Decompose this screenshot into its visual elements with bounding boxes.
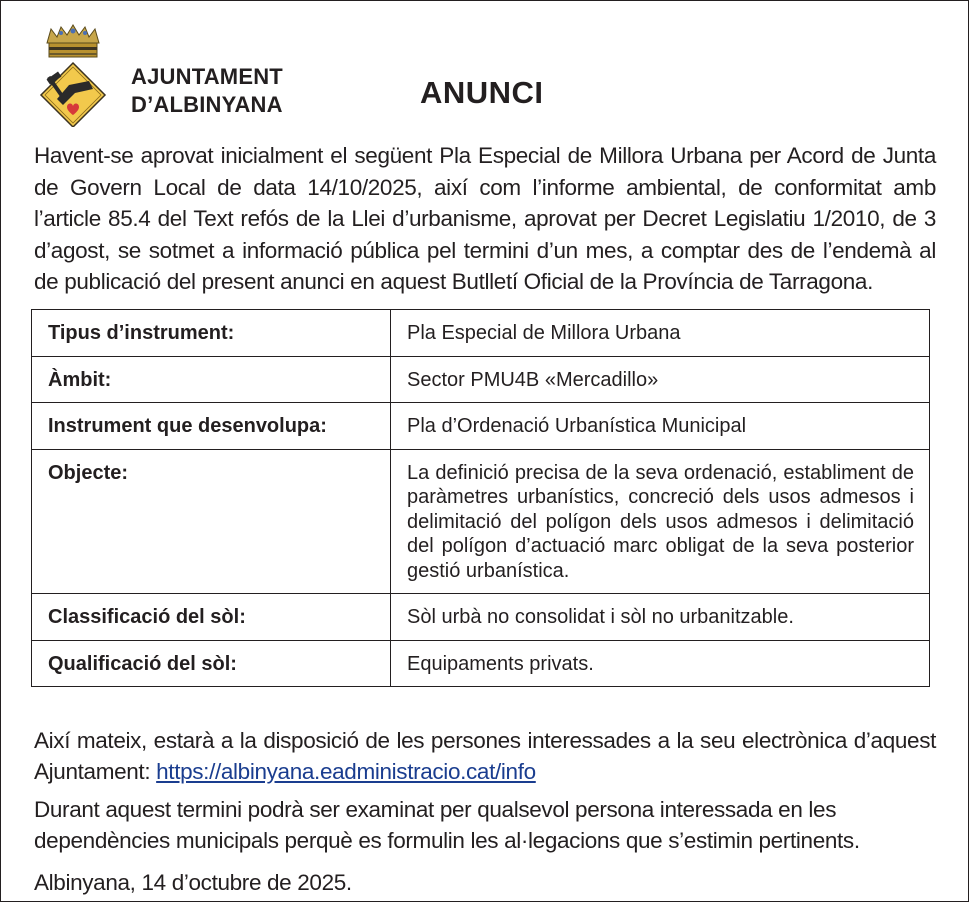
intro-paragraph: Havent-se aprovat inicialment el següent Pla Especial de Millora Urbana per Acord de Junta de Govern Local de data 14/10/2025, així com l’informe ambiental, de conformitat amb l’article 85.4 del Text refós de la Llei d’urbanisme, aprovat per Decret Legislatiu 1/2010, de 3 d’agost, se sotmet a informació pública pel termini d’un mes, a comptar des de l’endemà al de publicació del present anunci en aquest Butlletí Oficial de la Província de Tarragona. bbox=[34, 143, 936, 294]
signoff-place-date: Albinyana, 14 d’octubre de 2025. bbox=[34, 870, 352, 895]
document-title: ANUNCI bbox=[420, 75, 544, 110]
table-row bbox=[32, 640, 930, 687]
row-value: La definició precisa de la seva ordenació, establiment de paràmetres urbanístics, concreció dels usos admesos i delimitació del polígon dels usos admesos i delimitació del polígon d’actuació marc obligat de la seva posterior gestió urbanística. bbox=[391, 449, 930, 594]
row-value: Pla Especial de Millora Urbana bbox=[391, 310, 930, 357]
row-value: Pla d’Ordenació Urbanística Municipal bbox=[391, 403, 930, 450]
row-label: Instrument que desenvolupa: bbox=[32, 403, 391, 450]
instrument-details-table bbox=[31, 309, 930, 687]
electronic-office-link[interactable]: https://albinyana.eadministracio.cat/info bbox=[156, 759, 536, 784]
availability-paragraph bbox=[34, 725, 936, 787]
row-label: Tipus d’instrument: bbox=[32, 310, 391, 357]
row-label: Objecte: bbox=[32, 449, 391, 594]
row-value: Sector PMU4B «Mercadillo» bbox=[391, 356, 930, 403]
row-value: Equipaments privats. bbox=[391, 640, 930, 687]
row-label: Qualificació del sòl: bbox=[32, 640, 391, 687]
row-value: Sòl urbà no consolidat i sòl no urbanitzable. bbox=[391, 594, 930, 641]
table-row bbox=[32, 310, 930, 357]
table-row bbox=[32, 594, 930, 641]
row-label: Classificació del sòl: bbox=[32, 594, 391, 641]
coat-of-arms-icon bbox=[37, 23, 109, 127]
organization-name-line-2: D’ALBINYANA bbox=[131, 92, 283, 117]
table-row bbox=[32, 449, 930, 594]
organization-name bbox=[131, 63, 283, 119]
examination-paragraph: Durant aquest termini podrà ser examinat per qualsevol persona interessada en les dependències municipals perquè es formulin les al·legacions que s’estimin pertinents. bbox=[34, 797, 860, 853]
row-label: Àmbit: bbox=[32, 356, 391, 403]
organization-name-line-1: AJUNTAMENT bbox=[131, 64, 283, 89]
availability-text: Així mateix, estarà a la disposició de les persones interessades a la seu electrònica d’aquest Ajuntament: bbox=[34, 728, 936, 784]
table-row bbox=[32, 356, 930, 403]
table-row bbox=[32, 403, 930, 450]
